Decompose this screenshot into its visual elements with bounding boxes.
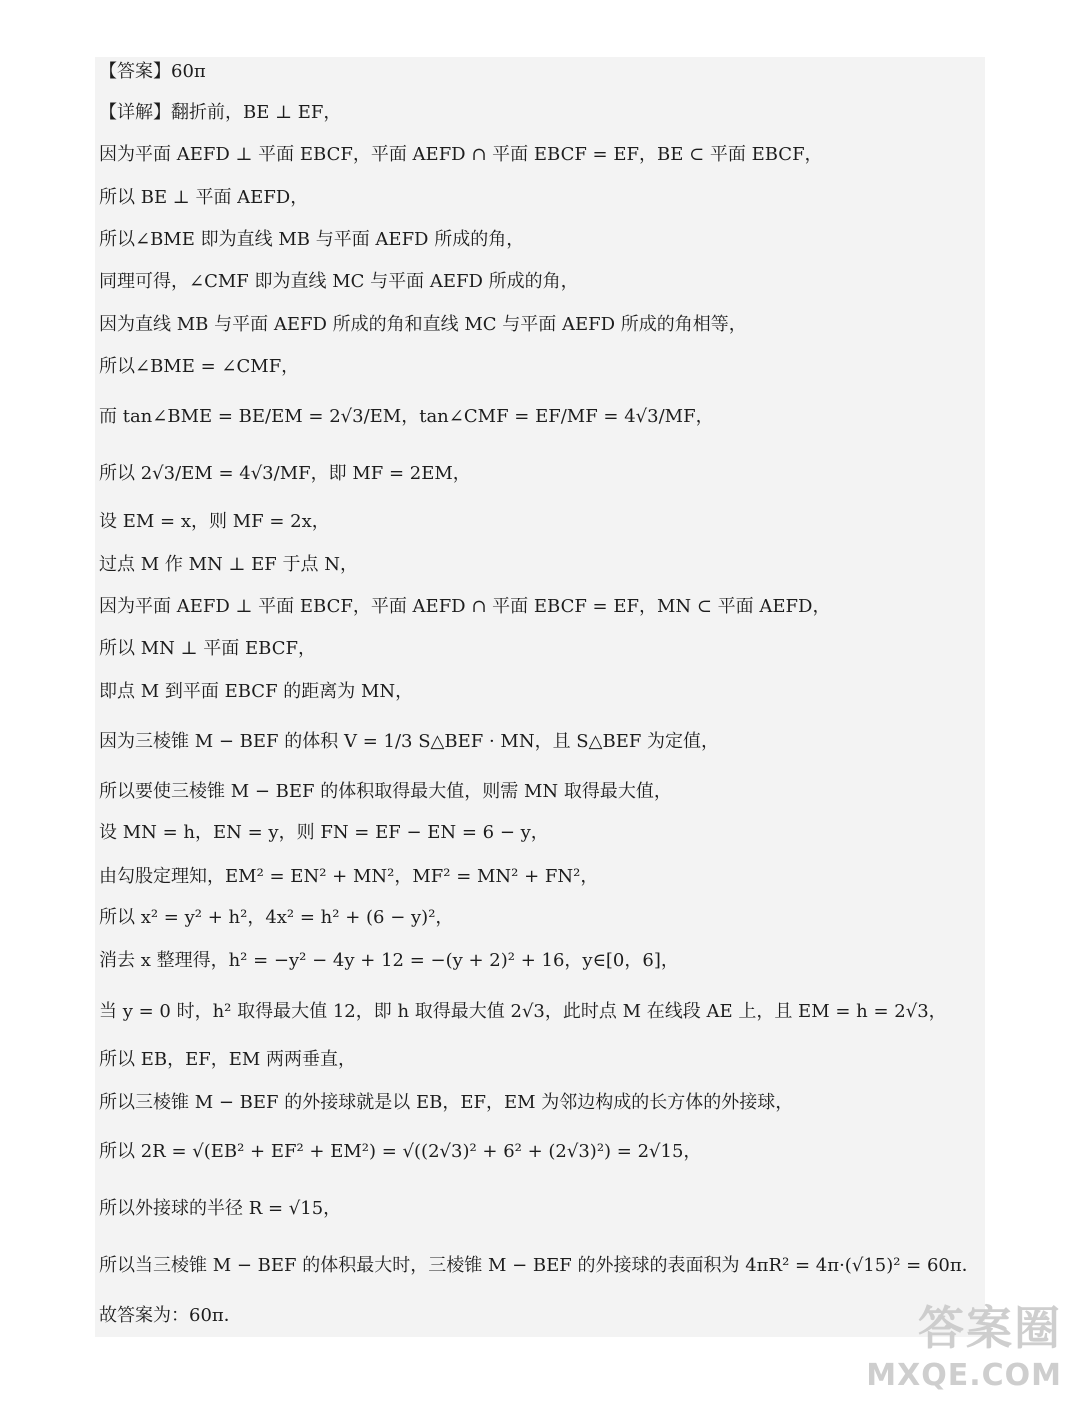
text-line: 同理可得，∠CMF 即为直线 MC 与平面 AEFD 所成的角， (99, 271, 579, 292)
text-line: 所以 EB，EF，EM 两两垂直， (99, 1049, 357, 1070)
text-line: 即点 M 到平面 EBCF 的距离为 MN， (99, 681, 414, 702)
detail-line: 【详解】翻折前，BE ⊥ EF， (99, 102, 342, 123)
text-line: 所以∠BME = ∠CMF， (99, 356, 300, 377)
text-line: 所以三棱锥 M − BEF 的外接球就是以 EB，EF，EM 为邻边构成的长方体的外接球， (99, 1092, 794, 1113)
watermark-brand: 答案圈 (918, 1301, 1062, 1355)
final-answer-line: 故答案为：60π． (99, 1305, 242, 1326)
text-line: 所以外接球的半径 R = √15， (99, 1198, 342, 1219)
text-line: 因为直线 MB 与平面 AEFD 所成的角和直线 MC 与平面 AEFD 所成的角相等， (99, 314, 747, 335)
text-line: 设 MN = h，EN = y，则 FN = EF − EN = 6 − y， (99, 822, 549, 843)
formula-line: 所以 2√3/EM = 4√3/MF，即 MF = 2EM， (99, 463, 471, 484)
watermark-logo (866, 1292, 1062, 1393)
watermark-site: MXQE.COM (866, 1358, 1062, 1393)
formula-line: 而 tan∠BME = BE/EM = 2√3/EM，tan∠CMF = EF/MF = 4√3/MF， (99, 406, 714, 427)
formula-line: 所以 2R = √(EB² + EF² + EM²) = √((2√3)² + 6² + (2√3)²) = 2√15， (99, 1141, 702, 1162)
formula-line: 消去 x 整理得，h² = −y² − 4y + 12 = −(y + 2)² + 16，y∈[0，6]， (99, 950, 679, 971)
formula-line: 所以 x² = y² + h²，4x² = h² + (6 − y)²， (99, 907, 454, 928)
text-line: 所以要使三棱锥 M − BEF 的体积取得最大值，则需 MN 取得最大值， (99, 781, 672, 802)
text-line: 所以 MN ⊥ 平面 EBCF， (99, 638, 316, 659)
text-line: 过点 M 作 MN ⊥ EF 于点 N， (99, 554, 358, 575)
formula-line: 所以当三棱锥 M − BEF 的体积最大时，三棱锥 M − BEF 的外接球的表面积为 4πR² = 4π·(√15)² = 60π． (99, 1255, 980, 1276)
text-line: 因为平面 AEFD ⊥ 平面 EBCF，平面 AEFD ∩ 平面 EBCF = EF，MN ⊂ 平面 AEFD， (99, 596, 831, 617)
text-line: 因为平面 AEFD ⊥ 平面 EBCF，平面 AEFD ∩ 平面 EBCF = EF，BE ⊂ 平面 EBCF， (99, 144, 823, 165)
text-line: 所以 BE ⊥ 平面 AEFD， (99, 187, 309, 208)
formula-line: 当 y = 0 时，h² 取得最大值 12，即 h 取得最大值 2√3，此时点 M 在线段 AE 上，且 EM = h = 2√3， (99, 1001, 947, 1022)
formula-line: 由勾股定理知，EM² = EN² + MN²，MF² = MN² + FN²， (99, 866, 599, 887)
text-line: 所以∠BME 即为直线 MB 与平面 AEFD 所成的角， (99, 229, 525, 250)
text-line: 设 EM = x，则 MF = 2x， (99, 511, 330, 532)
formula-line: 因为三棱锥 M − BEF 的体积 V = 1/3 S△BEF · MN，且 S△BEF 为定值， (99, 731, 720, 752)
answer-line: 【答案】60π (99, 61, 206, 82)
